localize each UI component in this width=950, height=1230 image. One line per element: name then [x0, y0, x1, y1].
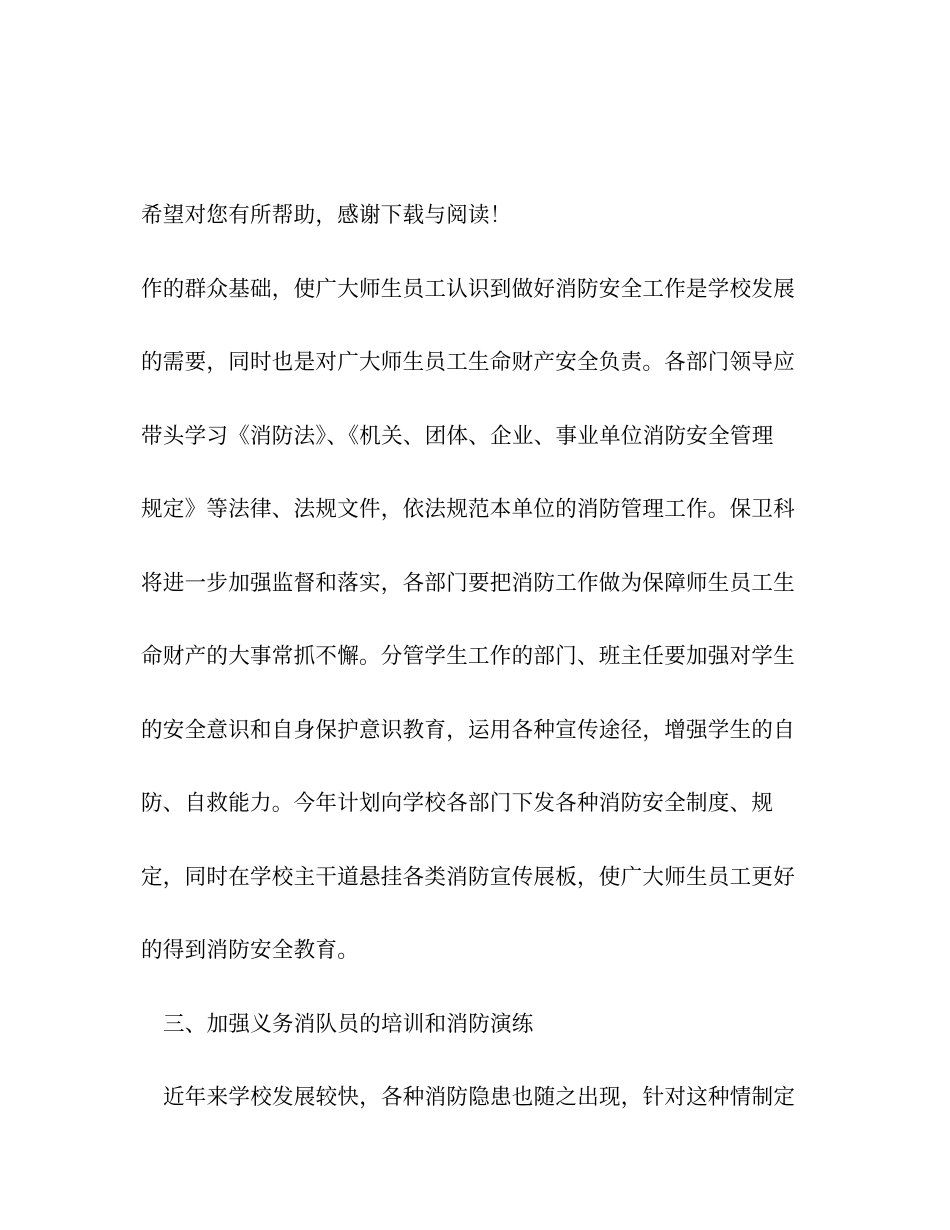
- header-note: 希望对您有所帮助，感谢下载与阅读！: [141, 203, 512, 228]
- paragraph-line: 带头学习《消防法》、《机关、团体、企业、事业单位消防安全管理: [141, 424, 774, 449]
- paragraph-line: 规定》等法律、法规文件，依法规范本单位的消防管理工作。保卫科: [141, 497, 796, 522]
- paragraph-line: 防、自救能力。今年计划向学校各部门下发各种消防安全制度、规: [141, 791, 774, 816]
- paragraph-line: 的需要，同时也是对广大师生员工生命财产安全负责。各部门领导应: [141, 350, 796, 375]
- paragraph-line: 命财产的大事常抓不懈。分管学生工作的部门、班主任要加强对学生: [141, 644, 796, 669]
- paragraph-line: 的安全意识和自身保护意识教育，运用各种宣传途径，增强学生的自: [141, 718, 796, 743]
- paragraph-line: 将进一步加强监督和落实，各部门要把消防工作做为保障师生员工生: [141, 571, 796, 596]
- section-heading: 三、加强义务消队员的培训和消防演练: [163, 1012, 534, 1037]
- paragraph-line: 作的群众基础，使广大师生员工认识到做好消防安全工作是学校发展: [141, 277, 796, 302]
- paragraph-line: 定，同时在学校主干道悬挂各类消防宣传展板，使广大师生员工更好: [141, 865, 796, 890]
- paragraph-line: 近年来学校发展较快，各种消防隐患也随之出现，针对这种情制定: [163, 1085, 796, 1110]
- paragraph-line: 的得到消防安全教育。: [141, 938, 360, 963]
